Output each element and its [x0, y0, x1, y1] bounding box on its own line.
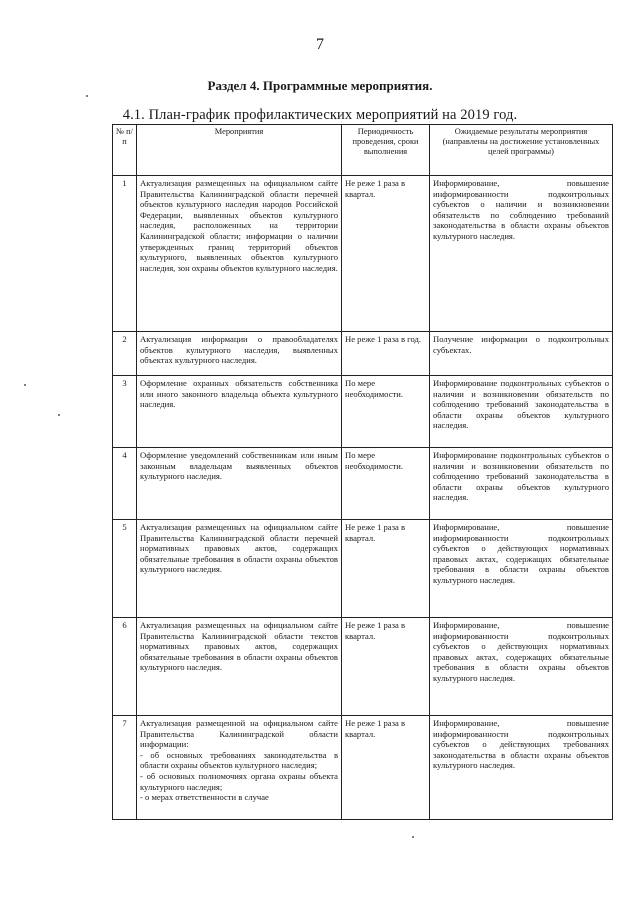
- table-row: [113, 332, 613, 376]
- row-number: 7: [113, 716, 137, 820]
- table-row: [113, 618, 613, 716]
- row-activity: Оформление уведомлений собственникам или иным законным владельцам выявленных объектов культурного наследия.: [137, 448, 342, 520]
- scan-speck: [412, 836, 414, 838]
- row-result: Информирование, повышение информированности подконтрольных субъектов о действующих нормативных правовых актах, содержащих обязательные требования в области охраны объектов культурного наследия.: [430, 520, 613, 618]
- column-header-frequency: Периодичность проведения, сроки выполнения: [342, 125, 430, 176]
- row-number: 4: [113, 448, 137, 520]
- row-activity: Актуализация размещенных на официальном сайте Правительства Калининградской области перечней нормативных правовых актов, содержащих обязательные требования в области охраны объектов культурного наследия.: [137, 520, 342, 618]
- row-activity: [137, 716, 342, 820]
- row-result: Получение информации о подконтрольных субъектах.: [430, 332, 613, 376]
- row-result: Информирование, повышение информированности подконтрольных субъектов о наличии и возникновении обязательств по соблюдению требований законодательства в области охраны объектов культурного наследия.: [430, 176, 613, 332]
- table-row: [113, 716, 613, 820]
- section-title: Раздел 4. Программные мероприятия.: [207, 78, 433, 93]
- row-frequency: По мере необходимости.: [342, 448, 430, 520]
- row-activity: Актуализация размещенных на официальном сайте Правительства Калининградской области перечней объектов культурного наследия народов Российской Федерации, выявленных объектов культурного наследия, расположенных на территории Калининградской области; информации о наличии утвержденных границ территорий объектов культурного, выявленных объектов культурного наследия, зон охраны объектов культурного наследия.: [137, 176, 342, 332]
- row-result: Информирование, повышение информированности подконтрольных субъектов о действующих требованиях законодательства в области охраны объектов культурного наследия.: [430, 716, 613, 820]
- row-number: 6: [113, 618, 137, 716]
- table-row: [113, 448, 613, 520]
- row-activity: Оформление охранных обязательств собственника или иного законного владельца объекта культурного наследия.: [137, 376, 342, 448]
- table-row: [113, 520, 613, 618]
- activity-line: Актуализация размещенной на официальном сайте Правительства Калининградской области информации:: [140, 718, 338, 750]
- row-frequency: Не реже 1 раза в квартал.: [342, 716, 430, 820]
- row-result: Информирование, повышение информированности подконтрольных субъектов о действующих нормативных правовых актах, содержащих обязательные требования в области охраны объектов культурного наследия.: [430, 618, 613, 716]
- column-header-activity: Мероприятия: [137, 125, 342, 176]
- row-activity: Актуализация размещенных на официальном сайте Правительства Калининградской области текстов нормативных правовых актов, содержащих обязательные требования в области охраны объектов культурного наследия.: [137, 618, 342, 716]
- row-frequency: Не реже 1 раза в год.: [342, 332, 430, 376]
- row-frequency: Не реже 1 раза в квартал.: [342, 176, 430, 332]
- row-frequency: Не реже 1 раза в квартал.: [342, 618, 430, 716]
- row-result: Информирование подконтрольных субъектов о наличии и возникновении обязательств по соблюдению требований законодательства в области охраны объектов культурного наследия.: [430, 448, 613, 520]
- activity-line: - об основных требованиях законодательства в области охраны объектов культурного наследия;: [140, 749, 338, 771]
- table-row: [113, 376, 613, 448]
- row-frequency: Не реже 1 раза в квартал.: [342, 520, 430, 618]
- row-frequency: По мере необходимости.: [342, 376, 430, 448]
- scan-speck: [58, 414, 60, 416]
- scan-speck: [24, 384, 26, 386]
- scan-speck: [86, 95, 88, 97]
- plan-table: [112, 124, 613, 820]
- column-header-result: Ожидаемые результаты мероприятия (направлены на достижение установленных целей программы): [430, 125, 613, 176]
- row-number: 3: [113, 376, 137, 448]
- column-header-number: № п/п: [113, 125, 137, 176]
- page-number: 7: [316, 36, 324, 53]
- table-title: 4.1. План-график профилактических мероприятий на 2019 год.: [122, 107, 518, 123]
- row-number: 1: [113, 176, 137, 332]
- table-header-row: [113, 125, 613, 176]
- activity-line: - о мерах ответственности в случае: [140, 792, 269, 803]
- row-number: 5: [113, 520, 137, 618]
- activity-line: - об основных полномочиях органа охраны объекта культурного наследия;: [140, 770, 338, 792]
- row-result: Информирование подконтрольных субъектов о наличии и возникновении обязательств по соблюдению требований законодательства в области охраны объектов культурного наследия.: [430, 376, 613, 448]
- table-row: [113, 176, 613, 332]
- row-activity: Актуализация информации о правообладателях объектов культурного наследия, выявленных объектах культурного наследия.: [137, 332, 342, 376]
- row-number: 2: [113, 332, 137, 376]
